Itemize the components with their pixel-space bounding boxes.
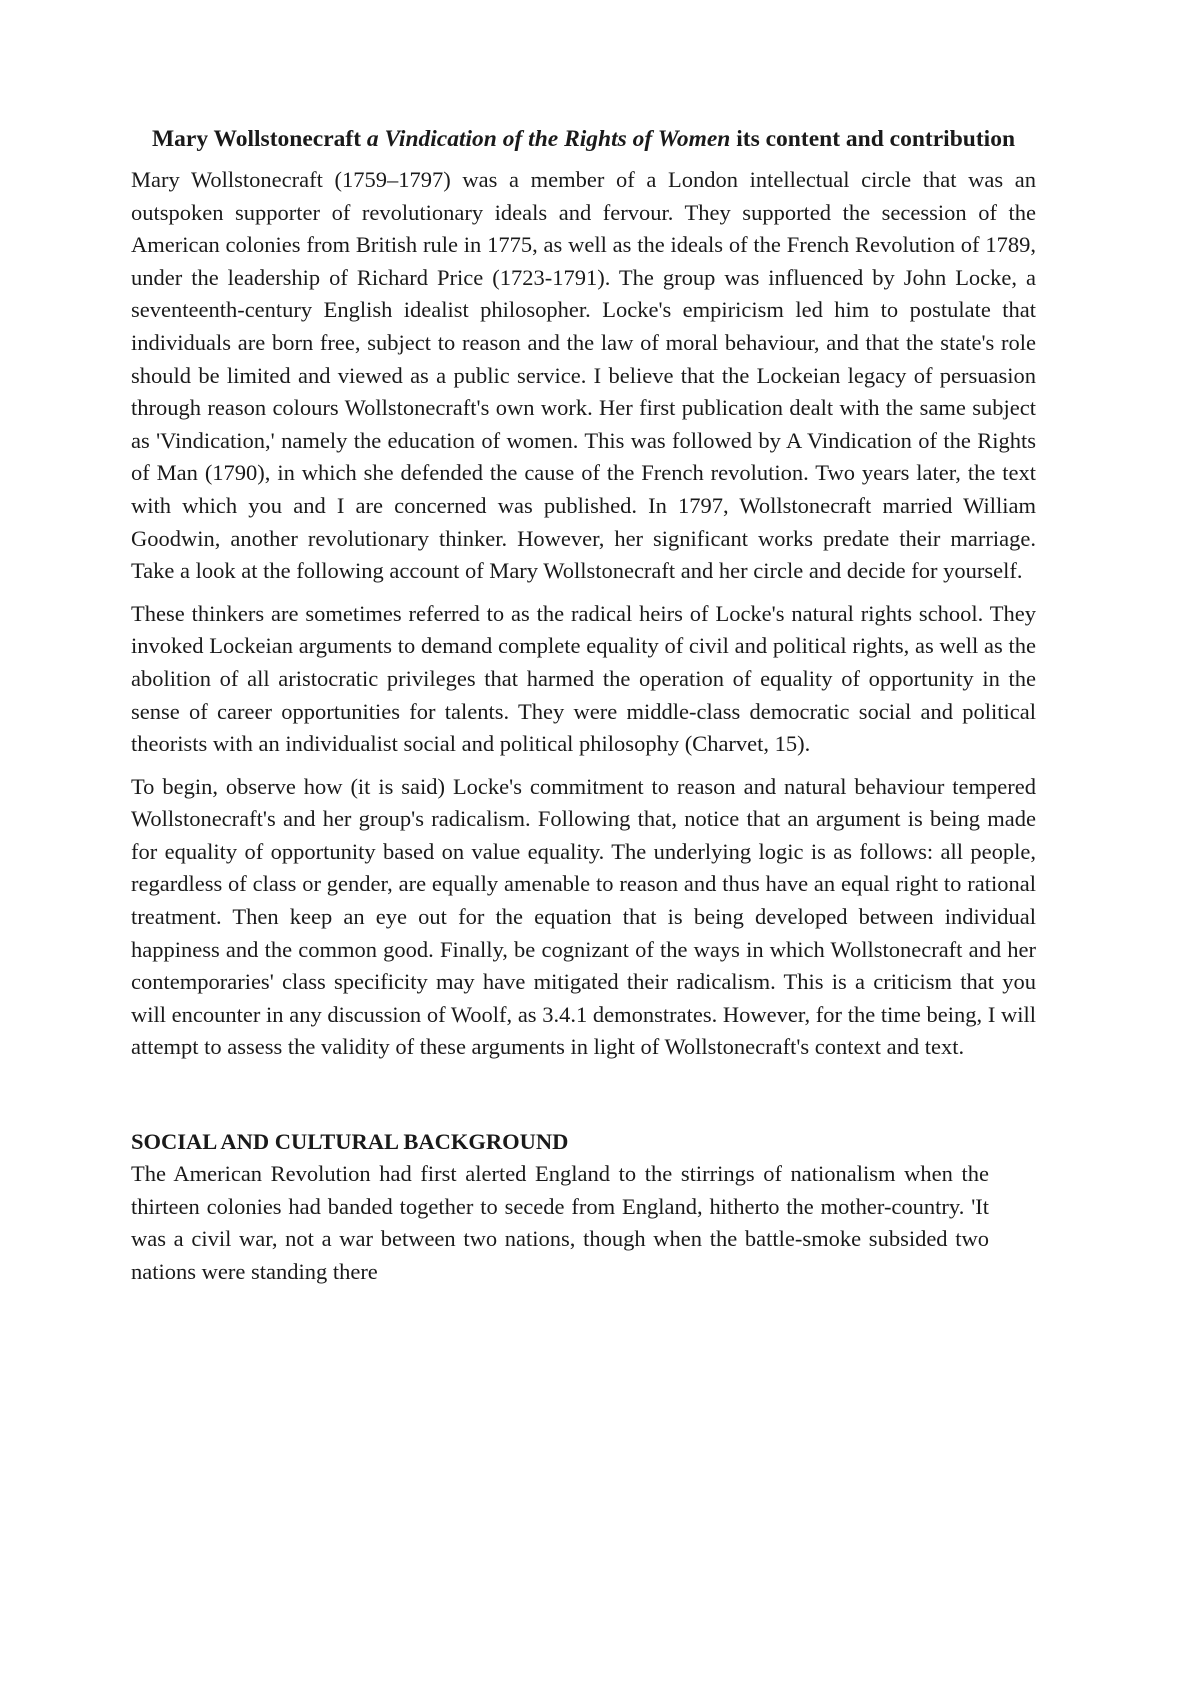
- body-paragraph-1: Mary Wollstonecraft (1759–1797) was a member of a London intellectual circle that was an outspoken supporter of revolutionary ideals and fervour. They supported the secession of the American colonies from British rule in 1775, as well as the ideals of the French Revolution of 1789, under the leadership of Richard Price (1723-1791). The group was influenced by John Locke, a seventeenth-century English idealist philosopher. Locke's empiricism led him to postulate that individuals are born free, subject to reason and the law of moral behaviour, and that the state's role should be limited and viewed as a public service. I believe that the Lockeian legacy of persuasion through reason colours Wollstonecraft's own work. Her first publication dealt with the same subject as 'Vindication,' namely the education of women. This was followed by A Vindication of the Rights of Man (1790), in which she defended the cause of the French revolution. Two years later, the text with which you and I are concerned was published. In 1797, Wollstonecraft married William Goodwin, another revolutionary thinker. However, her significant works predate their marriage. Take a look at the following account of Mary Wollstonecraft and her circle and decide for yourself.: [131, 167, 1036, 584]
- title-subject: its content and contribution: [730, 126, 1016, 152]
- body-paragraph-2: These thinkers are sometimes referred to as the radical heirs of Locke's natural rights school. They invoked Lockeian arguments to demand complete equality of civil and political rights, as well as the abolition of all aristocratic privileges that harmed the operation of equality of opportunity in the sense of career opportunities for talents. They were middle-class democratic social and political theorists with an individualist social and political philosophy (Charvet, 15).: [131, 600, 1036, 757]
- document-page: [131, 120, 1036, 1288]
- body-paragraph-3: To begin, observe how (it is said) Locke's commitment to reason and natural behaviour tempered Wollstonecraft's and her group's radicalism. Following that, notice that an argument is being made for equality of opportunity based on value equality. The underlying logic is as follows: all people, regardless of class or gender, are equally amenable to reason and thus have an equal right to rational treatment. Then keep an eye out for the equation that is being developed between individual happiness and the common good. Finally, be cognizant of the ways in which Wollstonecraft and her contemporaries' class specificity may have mitigated their radicalism. This is a criticism that you will encounter in any discussion of Woolf, as 3.4.1 demonstrates. However, for the time being, I will attempt to assess the validity of these arguments in light of Wollstonecraft's context and text.: [131, 773, 1036, 1060]
- title-work-italic: a Vindication of the Rights of Women: [366, 126, 731, 152]
- section-heading: SOCIAL AND CULTURAL BACKGROUND: [131, 1129, 569, 1155]
- document-title: [131, 120, 1036, 158]
- section-paragraph: The American Revolution had first alerted England to the stirrings of nationalism when the thirteen colonies had banded together to secede from England, hitherto the mother-country. 'It was a civil war, not a war between two nations, though when the battle-smoke subsided two nations were standing there: [131, 1161, 989, 1284]
- title-author: Mary Wollstonecraft: [151, 126, 367, 152]
